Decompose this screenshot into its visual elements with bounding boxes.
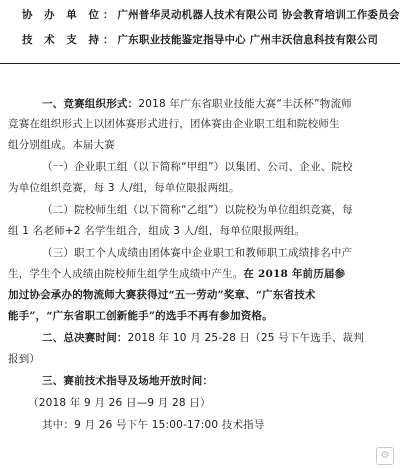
support-value: 广东职业技能鉴定指导中心 广州丰沃信息科技有限公司 (117, 34, 379, 46)
item1-line1: （一）企业职工组（以下简称“甲组”）以集团、公司、企业、院校 (42, 161, 353, 173)
item3-line2-emphasis: 在 2018 年前历届参 (243, 268, 346, 280)
section3-heading: 三、赛前技术指导及场地开放时间： (42, 375, 214, 387)
item3-line1: （三）职工个人成绩由团体赛中企业职工和教师职工成绩排名中产 (42, 247, 353, 259)
watermark-icon: ⚙ (376, 447, 394, 465)
header-divider (0, 63, 400, 64)
section2-text: 2018 年 10 月 25-28 日（25 号下午选手、裁判 (127, 332, 364, 344)
item1-line2: 为单位组织竞赛，每 3 人/组，每单位限报两组。 (8, 182, 240, 194)
item3-line4: 能手”，“广东省职工创新能手”的选手不再有参加资格。 (8, 310, 273, 322)
organizer-label: 协 办 单 位： (22, 9, 118, 21)
section1-intro: 2018 年广东省职业技能大赛“丰沃杯”物流师 (138, 98, 352, 110)
item2-line2: 组 1 名老师+2 名学生组合，组成 3 人/组，每单位限报两组。 (8, 225, 306, 237)
section3-detail: 其中：9 月 26 号下午 15:00-17:00 技术指导 (42, 419, 265, 431)
section2-line2: 报到） (8, 353, 41, 365)
section3-dates: （2018 年 9 月 26 日—9 月 28 日） (28, 397, 211, 409)
item3-line2 (8, 267, 345, 281)
organizer-row (22, 8, 400, 22)
section1-line2: 竞赛在组织形式上以团体赛形式进行，团体赛由企业职工组和院校师生 (8, 118, 340, 130)
section1-heading: 一、竞赛组织形式： (42, 98, 139, 110)
item3-line2-text: 生，学生个人成绩由院校师生组学生成绩中产生。 (8, 268, 244, 280)
section2-heading: 二、总决赛时间： (42, 332, 128, 344)
organizer-value: 广州普华灵动机器人技术有限公司 协会教育培训工作委员会 (117, 9, 400, 21)
support-label: 技 术 支 持： (22, 34, 118, 46)
item3-line3: 加过协会承办的物流师大赛获得过“五一劳动”奖章、“广东省技术 (8, 289, 316, 301)
item2-line1: （二）院校师生组（以下简称“乙组”）以院校为单位组织竞赛，每 (42, 204, 353, 216)
section1-line1 (42, 97, 352, 111)
section2-line1 (42, 331, 364, 345)
support-row (22, 33, 378, 47)
section1-line3: 组分别组成。本届大赛 (8, 139, 115, 151)
